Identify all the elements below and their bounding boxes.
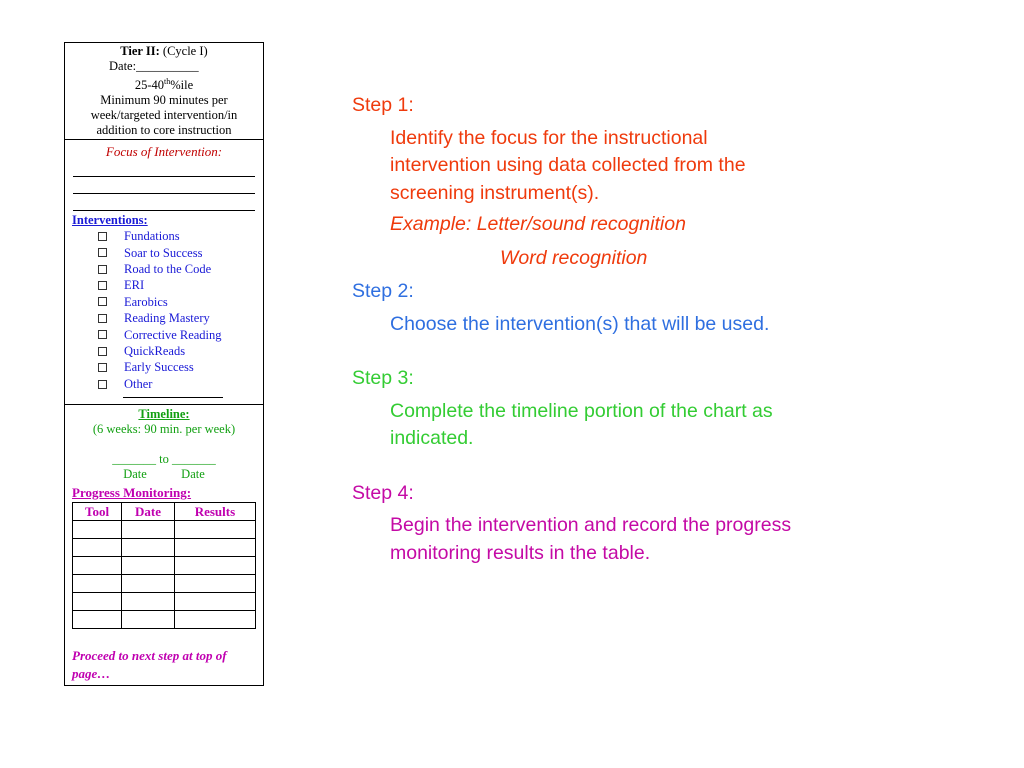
table-row [73, 611, 256, 629]
table-cell[interactable] [73, 539, 122, 557]
intervention-item [98, 376, 255, 392]
intervention-label: ERI [124, 278, 145, 293]
table-cell[interactable] [174, 539, 255, 557]
intervention-item [98, 245, 255, 261]
checkbox-icon[interactable] [98, 347, 107, 356]
table-cell[interactable] [122, 557, 175, 575]
table-cell[interactable] [174, 593, 255, 611]
table-row [73, 521, 256, 539]
table-cell[interactable] [122, 539, 175, 557]
date-field: Date:__________ [109, 59, 199, 73]
focus-section [65, 140, 263, 405]
timeline-range: _______ to _______ [112, 452, 216, 467]
interventions-block [65, 211, 263, 404]
intervention-label: Reading Mastery [124, 311, 210, 326]
step-example-2: Word recognition [500, 246, 648, 269]
percentile-suffix: %ile [170, 78, 194, 93]
intervention-label: Road to the Code [124, 261, 212, 276]
timeline-date-labels: Date Date [123, 467, 205, 482]
checkbox-icon[interactable] [98, 380, 107, 389]
intervention-label: Other [124, 376, 153, 391]
percentile-range: 25-40 [134, 78, 164, 93]
timeline-note: (6 weeks: 90 min. per week) [92, 422, 236, 437]
focus-blank-line [73, 160, 255, 177]
intervention-item [98, 310, 255, 326]
focus-blank-line [73, 177, 255, 194]
checkbox-icon[interactable] [98, 314, 107, 323]
table-row [73, 593, 256, 611]
interventions-title: Interventions: [72, 213, 148, 228]
column-header: Results [174, 503, 255, 521]
table-cell[interactable] [174, 521, 255, 539]
percentile-line [69, 74, 259, 93]
checkbox-icon[interactable] [98, 232, 107, 241]
table-cell[interactable] [122, 611, 175, 629]
intervention-label: Corrective Reading [124, 327, 222, 342]
step-body: Begin the intervention and record the progress monitoring results in the table. [390, 514, 792, 564]
table-cell[interactable] [122, 593, 175, 611]
table-cell[interactable] [174, 575, 255, 593]
intervention-item [98, 359, 255, 375]
table-cell[interactable] [73, 521, 122, 539]
checkbox-icon[interactable] [98, 363, 107, 372]
step-4 [352, 480, 792, 568]
timeline-title: Timeline: [138, 407, 190, 422]
timeline-section [65, 405, 263, 685]
checkbox-icon[interactable] [98, 281, 107, 290]
table-cell[interactable] [122, 575, 175, 593]
step-body: Complete the timeline portion of the chart as indicated. [390, 399, 773, 449]
table-cell[interactable] [73, 593, 122, 611]
cycle-label: (Cycle I) [162, 44, 208, 58]
progress-table [72, 502, 256, 629]
table-row [73, 557, 256, 575]
table-cell[interactable] [174, 557, 255, 575]
intervention-item [98, 277, 255, 293]
step-heading: Step 2: [352, 280, 414, 302]
interventions-list [72, 228, 255, 392]
checkbox-icon[interactable] [98, 297, 107, 306]
intervention-item [98, 228, 255, 244]
tier-line [69, 44, 259, 59]
checkbox-icon[interactable] [98, 248, 107, 257]
other-blank-line [123, 396, 223, 398]
intervention-label: Earobics [124, 294, 168, 309]
step-2 [352, 278, 792, 338]
table-cell[interactable] [73, 611, 122, 629]
step-body: Choose the intervention(s) that will be used. [390, 312, 770, 335]
step-heading: Step 3: [352, 367, 414, 389]
intervention-label: Fundations [124, 229, 180, 244]
step-3 [352, 365, 792, 453]
step-heading: Step 1: [352, 94, 414, 116]
table-cell[interactable] [73, 575, 122, 593]
table-cell[interactable] [73, 557, 122, 575]
checkbox-icon[interactable] [98, 330, 107, 339]
intervention-label: Early Success [124, 360, 194, 375]
table-row [73, 539, 256, 557]
table-cell[interactable] [174, 611, 255, 629]
step-heading: Step 4: [352, 481, 414, 504]
intervention-item [98, 261, 255, 277]
focus-title: Focus of Intervention: [105, 144, 223, 160]
column-header: Date [122, 503, 175, 521]
percentile-sup: th [164, 77, 171, 86]
step-body: Identify the focus for the instructional intervention using data collected from the screening instrument(s). [390, 126, 746, 204]
focus-blank-line [73, 194, 255, 211]
checkbox-icon[interactable] [98, 265, 107, 274]
table-cell[interactable] [122, 521, 175, 539]
step-example: Example: Letter/sound recognition [390, 213, 686, 235]
minutes-requirement: Minimum 90 minutes per week/targeted intervention/in addition to core instruction [90, 93, 238, 138]
form-header [65, 43, 263, 140]
intervention-label: Soar to Success [124, 245, 203, 260]
intervention-form [64, 42, 264, 686]
intervention-item [98, 294, 255, 310]
intervention-item [98, 327, 255, 343]
progress-monitoring-title: Progress Monitoring: [72, 485, 192, 501]
timeline-block [65, 405, 263, 482]
column-header: Tool [73, 503, 122, 521]
tier-label: Tier II: [120, 44, 160, 58]
intervention-label: QuickReads [124, 344, 186, 358]
intervention-item [98, 343, 255, 359]
table-row [73, 575, 256, 593]
step-1 [352, 92, 792, 272]
proceed-note: Proceed to next step at top of page… [72, 648, 227, 682]
steps-panel [352, 92, 792, 567]
